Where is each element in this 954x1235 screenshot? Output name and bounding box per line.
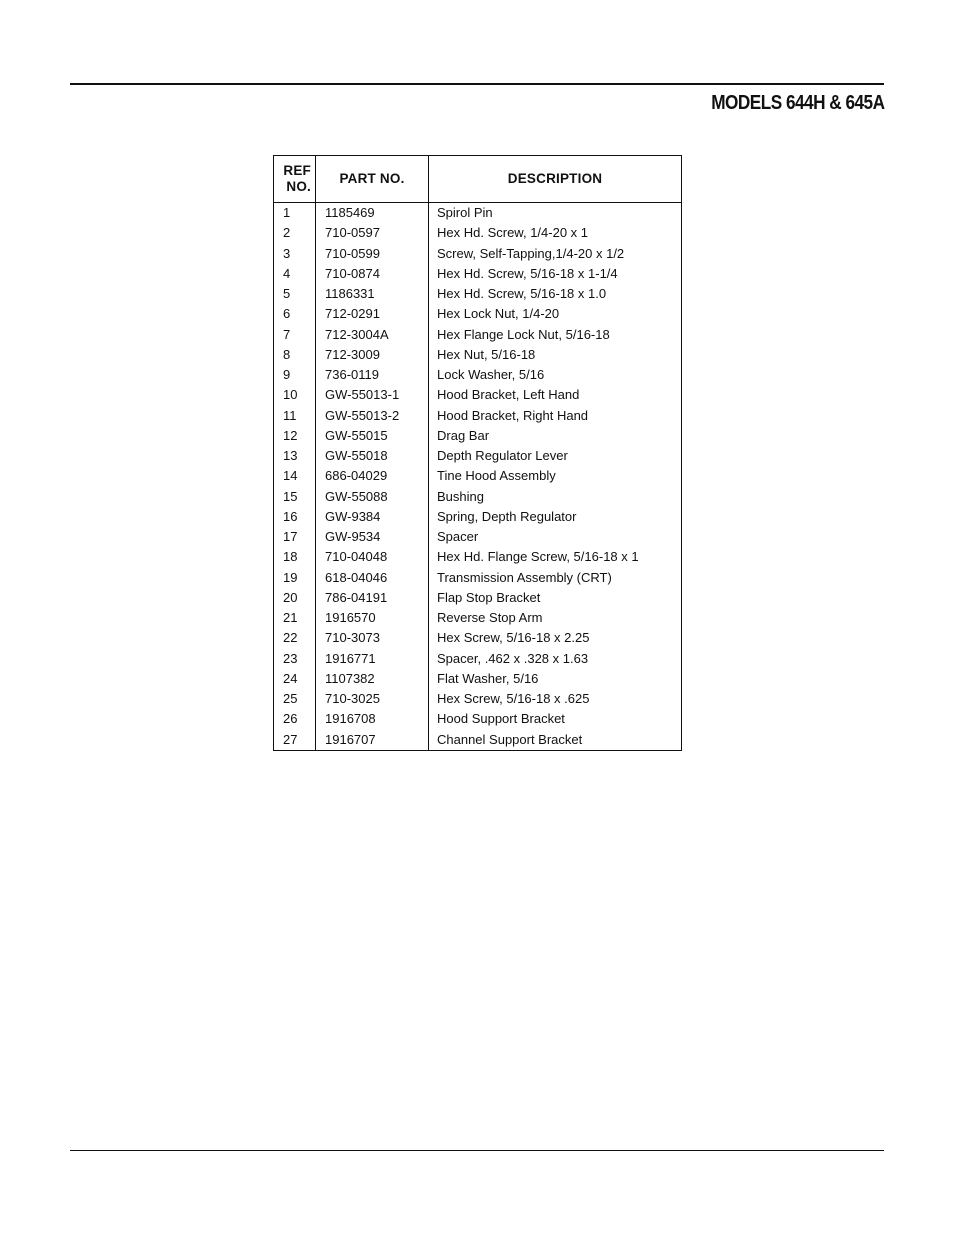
cell-description: Spirol Pin [429,203,682,224]
cell-description: Hood Bracket, Right Hand [429,406,682,426]
table-row [274,527,682,547]
cell-description: Channel Support Bracket [429,730,682,751]
table-row [274,709,682,729]
parts-table [273,155,682,751]
cell-ref-no: 13 [283,448,298,464]
cell-part-no: 1185469 [316,203,429,224]
page-title: MODELS 644H & 645A [710,92,884,114]
cell-part-no: 1107382 [316,669,429,689]
cell-ref-no: 17 [283,529,298,545]
table-row [274,345,682,365]
cell-ref-no: 22 [283,630,298,646]
cell-description: Flat Washer, 5/16 [429,669,682,689]
table-row [274,466,682,486]
footer-rule [70,1150,884,1151]
cell-part-no: 686-04029 [316,466,429,486]
table-row [274,304,682,324]
table-row [274,507,682,527]
cell-description: Hex Screw, 5/16-18 x .625 [429,689,682,709]
cell-ref-no: 6 [283,306,291,322]
cell-description: Hex Hd. Flange Screw, 5/16-18 x 1 [429,547,682,567]
cell-ref-no: 19 [283,569,298,585]
cell-ref-no: 8 [283,346,291,362]
table-row [274,446,682,466]
table-row [274,689,682,709]
cell-ref-no: 16 [283,508,298,524]
table-row [274,628,682,648]
cell-description: Hex Screw, 5/16-18 x 2.25 [429,628,682,648]
parts-table-body [274,203,682,751]
cell-ref-no: 1 [283,205,291,221]
cell-part-no: 710-0597 [316,223,429,243]
cell-description: Spacer, .462 x .328 x 1.63 [429,649,682,669]
column-header-ref-line2: NO. [286,179,311,194]
cell-part-no: 1916707 [316,730,429,751]
cell-ref-no: 3 [283,245,291,261]
table-header-row [274,156,682,203]
column-header-part-no: PART NO. [316,156,429,203]
cell-part-no: GW-55013-2 [316,406,429,426]
cell-description: Reverse Stop Arm [429,608,682,628]
table-row [274,203,682,224]
cell-description: Tine Hood Assembly [429,466,682,486]
cell-part-no: 710-04048 [316,547,429,567]
cell-part-no: 786-04191 [316,588,429,608]
cell-ref-no: 11 [283,407,297,423]
cell-ref-no: 23 [283,650,298,666]
table-row [274,649,682,669]
table-row [274,406,682,426]
cell-ref-no: 9 [283,367,291,383]
table-row [274,487,682,507]
cell-description: Hood Bracket, Left Hand [429,385,682,405]
table-row [274,426,682,446]
column-header-description: DESCRIPTION [429,156,682,203]
cell-description: Hood Support Bracket [429,709,682,729]
cell-description: Hex Hd. Screw, 5/16-18 x 1.0 [429,284,682,304]
cell-part-no: GW-55018 [316,446,429,466]
cell-part-no: GW-9534 [316,527,429,547]
cell-part-no: 1916708 [316,709,429,729]
cell-part-no: 1916771 [316,649,429,669]
cell-description: Bushing [429,487,682,507]
cell-description: Depth Regulator Lever [429,446,682,466]
cell-ref-no: 26 [283,711,298,727]
cell-ref-no: 7 [283,326,291,342]
cell-part-no: GW-9384 [316,507,429,527]
cell-ref-no: 5 [283,286,291,302]
cell-description: Drag Bar [429,426,682,446]
cell-part-no: 710-0874 [316,264,429,284]
cell-description: Flap Stop Bracket [429,588,682,608]
table-row [274,568,682,588]
cell-ref-no: 14 [283,468,298,484]
cell-description: Transmission Assembly (CRT) [429,568,682,588]
cell-part-no: 710-3073 [316,628,429,648]
table-row [274,669,682,689]
table-row [274,325,682,345]
table-row [274,608,682,628]
table-row [274,588,682,608]
cell-description: Screw, Self-Tapping,1/4-20 x 1/2 [429,244,682,264]
cell-part-no: GW-55015 [316,426,429,446]
cell-part-no: 712-0291 [316,304,429,324]
cell-description: Spring, Depth Regulator [429,507,682,527]
cell-ref-no: 2 [283,225,291,241]
table-row [274,385,682,405]
cell-part-no: 1186331 [316,284,429,304]
column-header-ref-no [274,156,316,203]
table-row [274,547,682,567]
cell-description: Lock Washer, 5/16 [429,365,682,385]
cell-part-no: 736-0119 [316,365,429,385]
cell-ref-no: 18 [283,549,298,565]
column-header-ref-line1: REF [283,163,311,178]
table-row [274,730,682,751]
cell-description: Hex Flange Lock Nut, 5/16-18 [429,325,682,345]
cell-part-no: 1916570 [316,608,429,628]
cell-ref-no: 12 [283,427,298,443]
cell-part-no: 712-3004A [316,325,429,345]
cell-ref-no: 24 [283,670,298,686]
cell-part-no: 710-3025 [316,689,429,709]
cell-ref-no: 21 [283,610,298,626]
cell-description: Hex Hd. Screw, 1/4-20 x 1 [429,223,682,243]
cell-ref-no: 10 [283,387,298,403]
table-row [274,264,682,284]
table-row [274,244,682,264]
cell-ref-no: 27 [283,731,298,747]
cell-description: Spacer [429,527,682,547]
cell-part-no: 712-3009 [316,345,429,365]
cell-part-no: 618-04046 [316,568,429,588]
cell-ref-no: 15 [283,488,298,504]
cell-part-no: GW-55088 [316,487,429,507]
cell-description: Hex Nut, 5/16-18 [429,345,682,365]
cell-description: Hex Lock Nut, 1/4-20 [429,304,682,324]
table-row [274,284,682,304]
header-rule [70,83,884,85]
cell-part-no: 710-0599 [316,244,429,264]
cell-ref-no: 4 [283,265,291,281]
cell-part-no: GW-55013-1 [316,385,429,405]
cell-ref-no: 20 [283,589,298,605]
table-row [274,365,682,385]
table-row [274,223,682,243]
cell-ref-no: 25 [283,691,298,707]
cell-description: Hex Hd. Screw, 5/16-18 x 1-1/4 [429,264,682,284]
